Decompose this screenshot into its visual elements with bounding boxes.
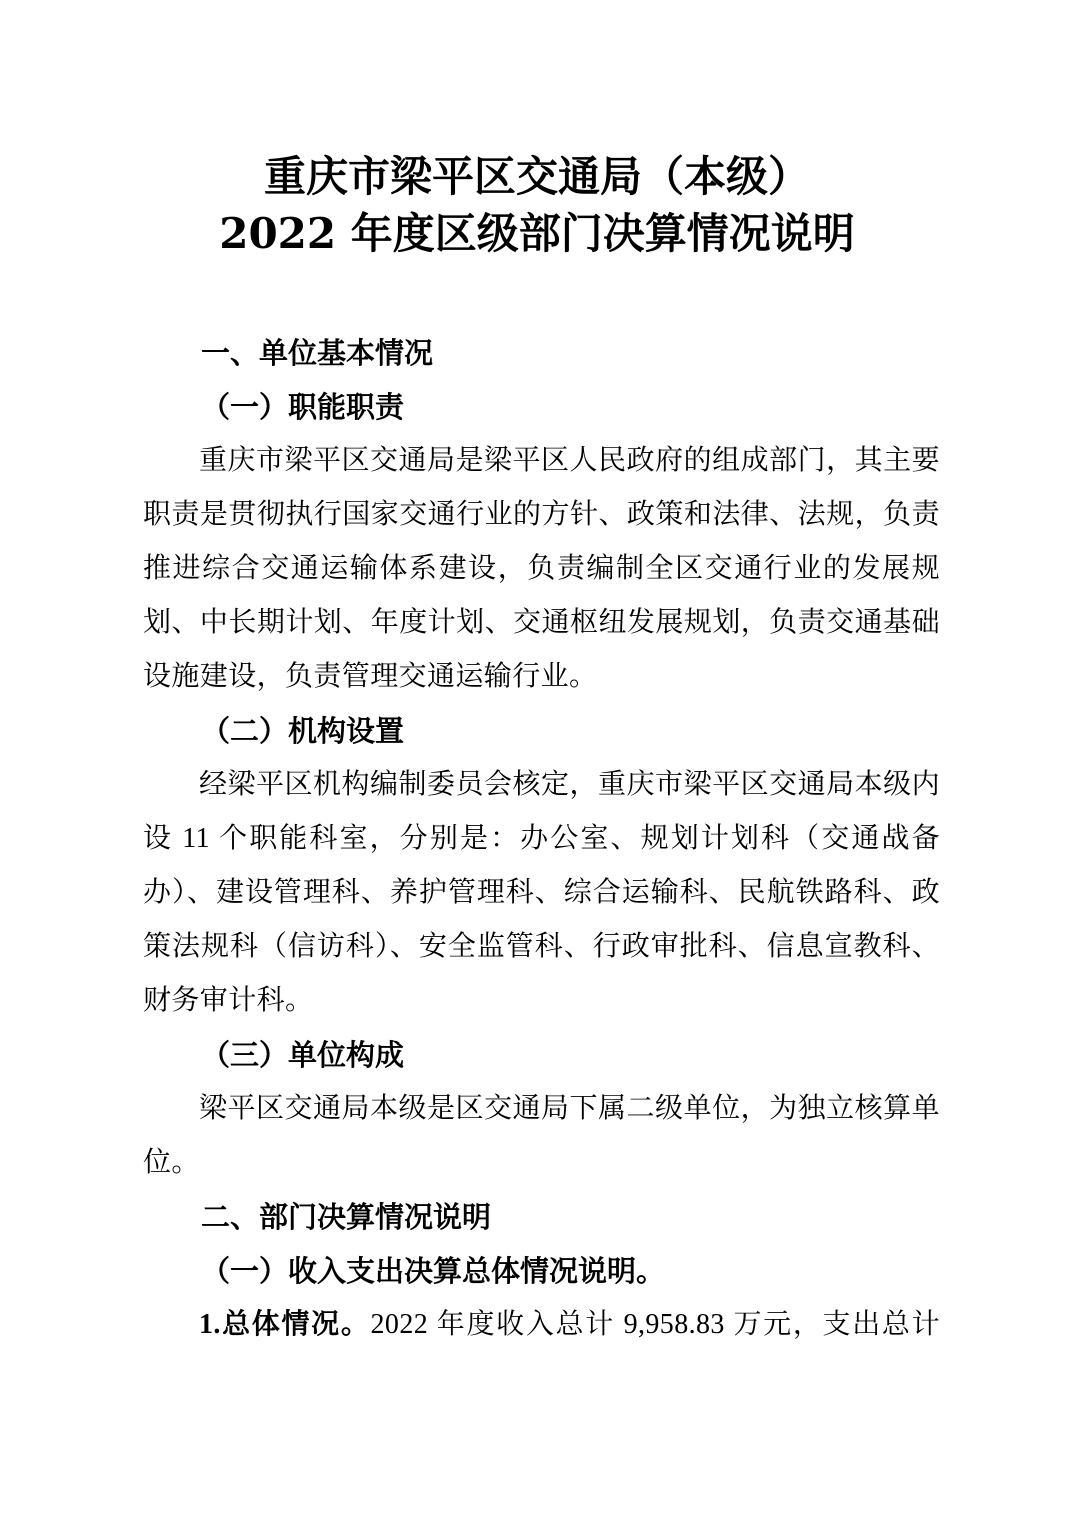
subsection-1-1-heading: （一）职能职责: [201, 390, 405, 424]
item-1-lead-label: 1.总体情况。: [199, 1309, 371, 1340]
subsection-1-2-paragraph: 经梁平区机构编制委员会核定，重庆市梁平区交通局本级内设 11 个职能科室，分别是：办公室、规划计划科（交通战备办）、建设管理科、养护管理科、综合运输科、民航铁路科、政策法规科（信访科）、安全监管科、行政审批科、信息宣教科、财务审计科。: [143, 769, 940, 1016]
subsection-1-1-paragraph: 重庆市梁平区交通局是梁平区人民政府的组成部门，其主要职责是贯彻执行国家交通行业的方针、政策和法律、法规，负责推进综合交通运输体系建设，负责编制全区交通行业的发展规划、中长期计划、年度计划、交通枢纽发展规划，负责交通基础设施建设，负责管理交通运输行业。: [143, 445, 940, 692]
subsection-2-1-heading: （一）收入支出决算总体情况说明。: [201, 1254, 666, 1288]
document-title: [120, 148, 954, 262]
subsection-1-3-paragraph: 梁平区交通局本级是区交通局下属二级单位，为独立核算单位。: [143, 1093, 940, 1178]
item-1-text: 2022 年度收入总计 9,958.83 万元，支出总计: [370, 1309, 940, 1340]
document-title-line-2: 2022 年度区级部门决算情况说明: [219, 209, 855, 258]
subsection-1-3-heading: （三）单位构成: [201, 1038, 405, 1072]
section-1-heading: 一、单位基本情况: [201, 336, 434, 370]
document-title-line-1: 重庆市梁平区交通局（本级）: [263, 152, 810, 201]
subsection-2-1-paragraph: [143, 1298, 940, 1352]
document-body: [143, 326, 940, 1352]
section-2-heading: 二、部门决算情况说明: [201, 1200, 492, 1234]
subsection-1-2-heading: （二）机构设置: [201, 714, 405, 748]
